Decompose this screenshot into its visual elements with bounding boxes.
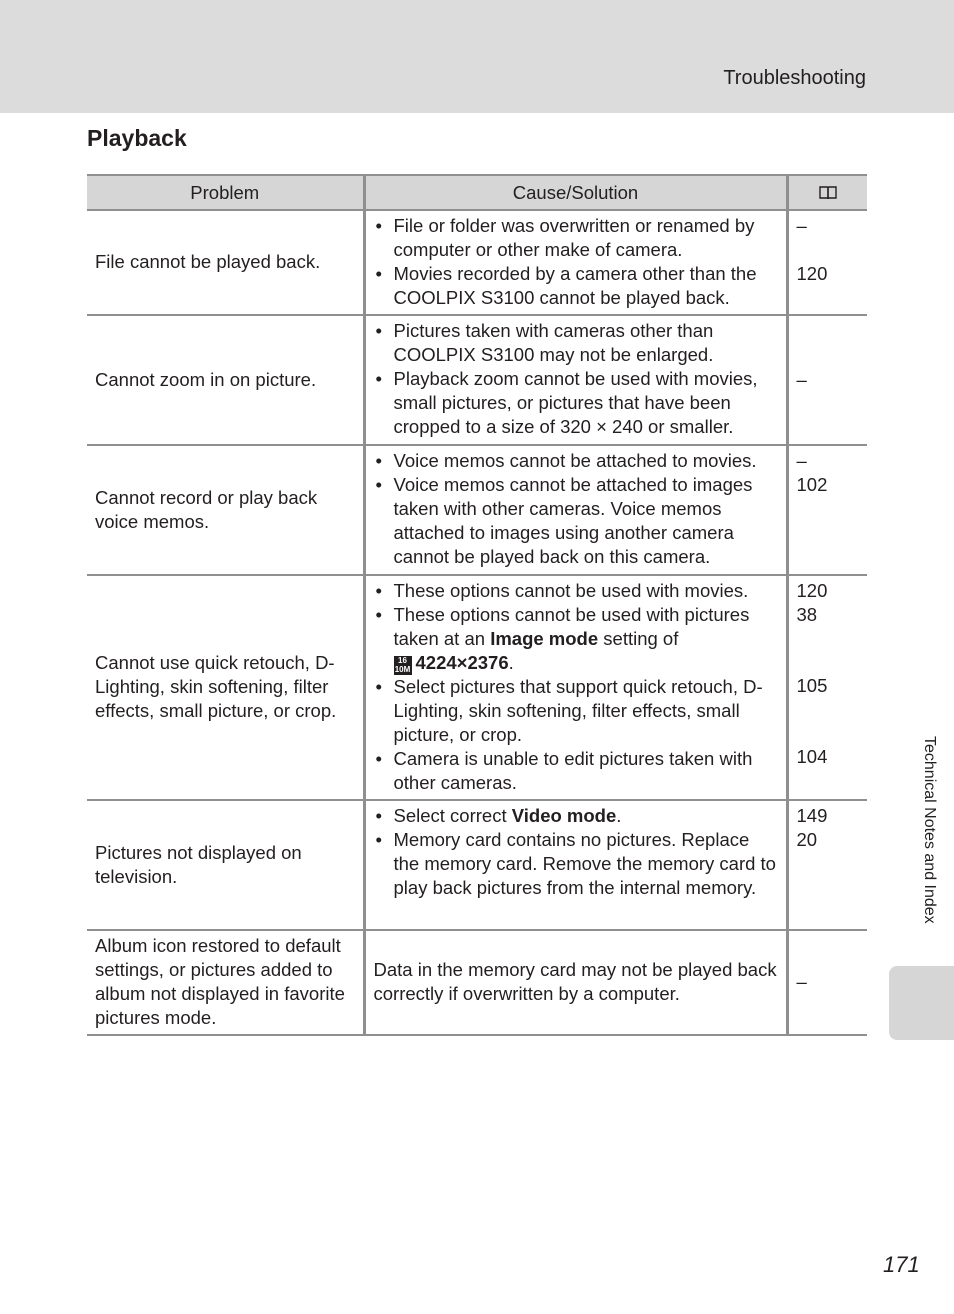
page-ref: – (796, 368, 807, 390)
page-number: 171 (883, 1252, 920, 1277)
cause-item: • Voice memos cannot be attached to movies. (374, 449, 778, 473)
cause-cell (364, 445, 787, 575)
cause-item: • Camera is unable to edit pictures taken with other cameras. (374, 747, 778, 795)
table-row (87, 575, 867, 800)
page-ref: – (796, 971, 807, 992)
table-row (87, 930, 867, 1035)
cause-item: • Voice memos cannot be attached to images taken with other cameras. Voice memos attached to images using another camera cannot be played back on this camera. (374, 473, 778, 569)
table-row (87, 315, 867, 445)
cause-text: These options cannot be used with pictures taken at an (393, 604, 750, 649)
table-row (87, 800, 867, 930)
cause-item: • Select correct Video mode. (374, 804, 778, 828)
section-title: Playback (87, 125, 187, 151)
page-ref-cell (787, 800, 867, 930)
cause-item: • Memory card contains no pictures. Replace the memory card. Remove the memory card to play back pictures from the internal memory. (374, 828, 778, 900)
header-band (0, 0, 954, 113)
troubleshooting-table (87, 174, 867, 1036)
page-ref: 102 (796, 474, 828, 495)
image-mode-label: Image mode (490, 628, 599, 649)
cause-cell (364, 800, 787, 930)
running-header: Troubleshooting (723, 67, 866, 89)
book-reference-icon (818, 185, 838, 201)
cause-cell (364, 315, 787, 445)
cause-item: • These options cannot be used with movies. (374, 579, 778, 603)
problem-cell: Cannot zoom in on picture. (87, 315, 364, 445)
side-tab-label: Technical Notes and Index (921, 736, 938, 924)
problem-cell: Album icon restored to default settings, or pictures added to album not displayed in favorite pictures mode. (87, 930, 364, 1035)
cause-item: • These options cannot be used with pictures taken at an Image mode setting of 16 10M 4224×2376. (374, 603, 778, 675)
page-ref-cell (787, 210, 867, 315)
page-ref: 120 (796, 263, 828, 284)
cause-cell: Data in the memory card may not be played back correctly if overwritten by a computer. (364, 930, 787, 1035)
page-ref-cell (787, 445, 867, 575)
column-header-reference (787, 175, 867, 210)
cause-cell (364, 210, 787, 315)
problem-cell: File cannot be played back. (87, 210, 364, 315)
page-ref-cell (787, 575, 867, 800)
cause-item: • Select pictures that support quick retouch, D-Lighting, skin softening, filter effects, small picture, or crop. (374, 675, 778, 747)
side-tab-marker (889, 966, 954, 1040)
problem-cell: Cannot use quick retouch, D-Lighting, skin softening, filter effects, small picture, or crop. (87, 575, 364, 800)
cause-item: • Movies recorded by a camera other than the COOLPIX S3100 cannot be played back. (374, 262, 778, 310)
column-header-problem: Problem (87, 175, 364, 210)
video-mode-label: Video mode (511, 805, 617, 826)
column-header-cause: Cause/Solution (364, 175, 787, 210)
page-ref-cell (787, 930, 867, 1035)
cause-item: • File or folder was overwritten or renamed by computer or other make of camera. (374, 214, 778, 262)
page-ref-cell (787, 315, 867, 445)
page-ref: 38 (796, 604, 818, 625)
problem-cell: Cannot record or play back voice memos. (87, 445, 364, 575)
page-ref: 20 (796, 829, 818, 850)
table-header-row (87, 175, 867, 210)
page-ref: 104 (796, 746, 828, 767)
page-ref: 120 (796, 580, 828, 601)
problem-cell: Pictures not displayed on television. (87, 800, 364, 930)
cause-item: • Pictures taken with cameras other than COOLPIX S3100 may not be enlarged. (374, 319, 778, 367)
cause-item: • Playback zoom cannot be used with movies, small pictures, or pictures that have been cropped to a size of 320 × 240 or smaller. (374, 367, 778, 439)
page-ref: – (796, 215, 807, 236)
page-ref: – (796, 450, 807, 471)
table-row (87, 210, 867, 315)
page-ref: 105 (796, 675, 828, 696)
image-size-value: 4224×2376 (415, 652, 509, 673)
cause-text: setting of (603, 628, 679, 649)
image-size-icon: 16 10M (394, 656, 411, 674)
cause-cell (364, 575, 787, 800)
page-ref: 149 (796, 805, 828, 826)
table-row (87, 445, 867, 575)
